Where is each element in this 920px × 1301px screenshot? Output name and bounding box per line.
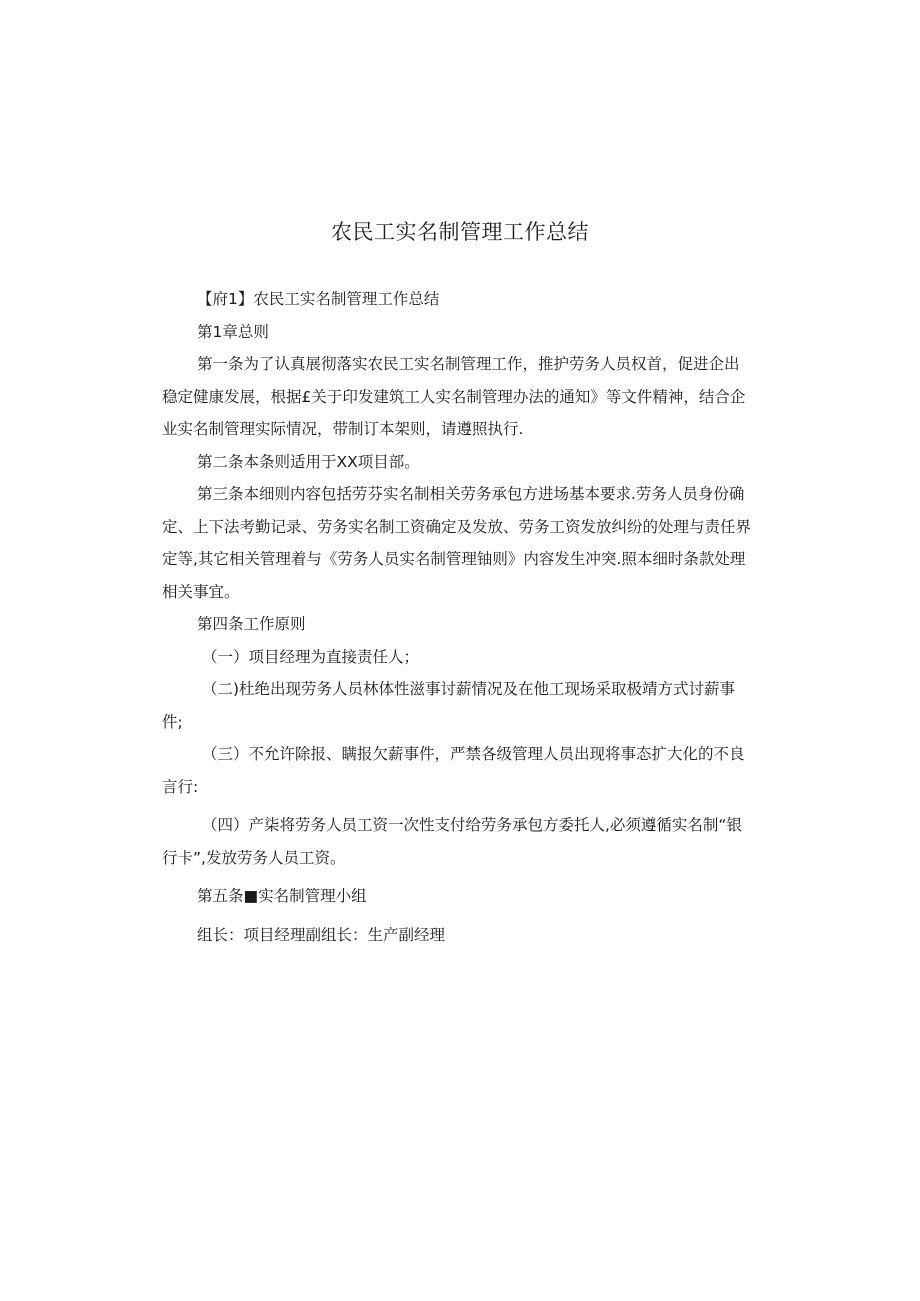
paragraph-principle-1: （一）项目经理为直接责任人； xyxy=(202,647,420,666)
paragraph-group-members: 组长：项目经理副组长：生产副经理 xyxy=(197,925,446,944)
paragraph-article-4: 第四条工作原则 xyxy=(197,615,306,633)
paragraph-article-2: 第二条本条则适用于XX项目部。 xyxy=(197,452,420,471)
paragraph-chapter-heading: 第1章总则 xyxy=(197,322,269,341)
document-body xyxy=(162,283,752,951)
paragraph-article-5: 第五条■实名制管理小组 xyxy=(197,887,367,905)
paragraph-principle-2: （二)杜绝出现劳务人员林体性滋事讨薪情况及在他工现场采取极靖方式讨薪事件; xyxy=(162,680,736,731)
paragraph-principle-3: （三）不允许除报、瞒报欠薪事件，严禁各级管理人员出现将事态扩大化的不良言行: xyxy=(162,745,745,796)
document-title: 农民工实名制管理工作总结 xyxy=(331,220,589,244)
paragraph-attachment-heading: 【府1】农民工实名制管理工作总结 xyxy=(197,290,440,308)
paragraph-article-3: 第三条本细则内容包括劳芬实名制相关劳务承包方进场基本要求.劳务人员身份确定、上下法考勤记录、劳务实名制工资确定及发放、劳务工资发放纠纷的处理与责任界定等,其它相关管理着与《劳务人员实名制管理铀则》内容发生冲突.照本细时条款处理相关事宜。 xyxy=(162,485,752,601)
paragraph-principle-4: （四）产柒将劳务人员工资一次性支付给劳务承包方委托人,必须遵循实名制“银行卡”,发放劳务人员工资。 xyxy=(162,816,742,867)
paragraph-article-1: 第一条为了认真展彻落实农民工实名制管理工作，推护劳务人员权首，促进企出稳定健康发展，根据£关于印发建筑工人实名制管理办法的通知》等文件精神，结合企业实名制管理实际情况，带制订本架则，请遵照执行. xyxy=(162,355,746,438)
